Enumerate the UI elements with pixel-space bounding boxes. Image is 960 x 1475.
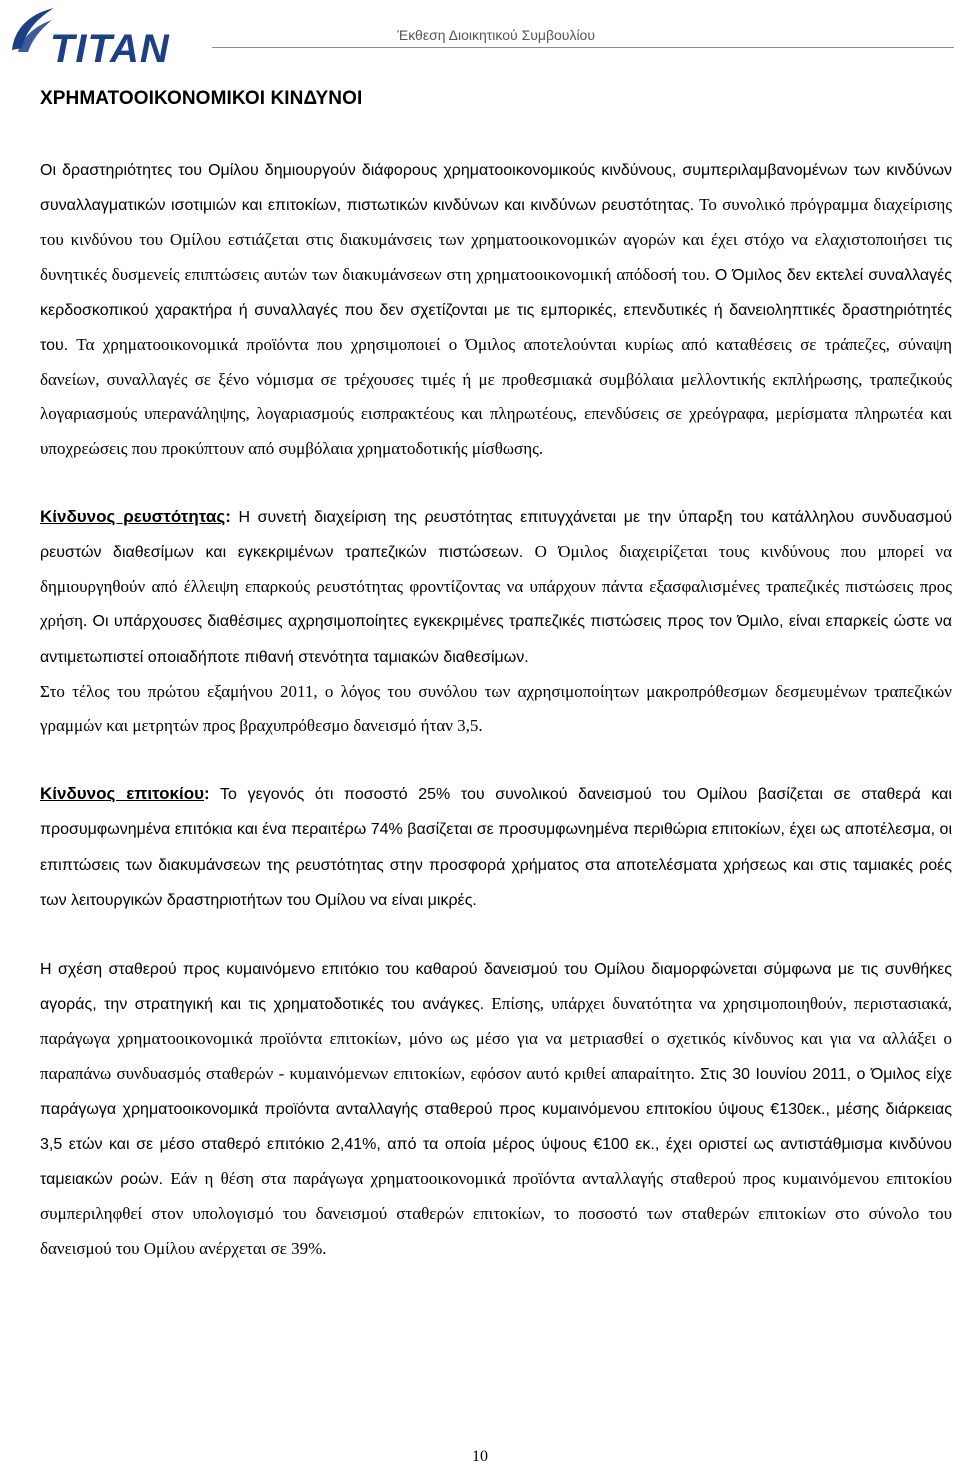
liquidity-text-3: Οι υπάρχουσες διαθέσιμες αχρησιμοποίητες εγκεκριμένες τραπεζικές πιστώσεις προς τον Όμιλο, είναι επαρκείς ώστε να αντιμετωπιστεί οποιαδήποτε πιθανή στενότητα ταμιακών διαθεσίμων. bbox=[40, 613, 952, 666]
intro-paragraph bbox=[40, 153, 952, 466]
intro-sentence-4: Τα χρηματοοικονομικά προϊόντα που χρησιμοποιεί ο Όμιλος αποτελούνται κυρίως από καταθέσεις σε τράπεζες, σύναψη δανείων, συναλλαγές σε ξένο νόμισμα σε τρέχουσες τιμές ή με προθεσμιακά συμβόλαια μελλοντικής εκπλήρωσης, τραπεζικούς λογαριασμούς υπερανάληψης, λογαριασμούς εισπρακτέους και πληρωτέους, επενδύσεις σε χρεόγραφα, μερίσματα πληρωτέα και υποχρεώσεις που προκύπτουν από συμβόλαια χρηματοδοτικής μίσθωσης. bbox=[40, 335, 952, 458]
logo-swoosh bbox=[12, 8, 54, 50]
fixed-floating-text-2: Επίσης, υπάρχει δυνατότητα να χρησιμοποιηθούν, περιστασιακά, παράγωγα χρηματοοικονομικά προϊόντα επιτοκίων, μόνο ως μέσο για να μετριασθεί ο σχετικός κίνδυνος και για να αλλάξει ο παραπάνω συνδυασμός σταθερών - κυμαινόμενων επιτοκίων, εφόσον αυτό κριθεί απαραίτητο. bbox=[40, 994, 952, 1083]
titan-logo bbox=[8, 4, 213, 66]
logo-wordmark: TITAN bbox=[50, 27, 170, 66]
fixed-floating-text-1: Η σχέση σταθερού προς κυμαινόμενο επιτόκιο του καθαρού δανεισμού του Ομίλου διαμορφώνεται σύμφωνα με τις συνθήκες αγοράς, την στρατηγική και τις χρηματοδοτικές του ανάγκες. bbox=[40, 961, 952, 1014]
liquidity-paragraph bbox=[40, 500, 952, 675]
fixed-floating-paragraph bbox=[40, 952, 952, 1266]
spacer bbox=[40, 466, 952, 500]
fixed-floating-text-3: Στις 30 Ιουνίου 2011, ο Όμιλος είχε παράγωγα χρηματοοικονομικά προϊόντα ανταλλαγής σταθερού προς κυμαινόμενου επιτοκίου ύψους €130εκ., μέσης διάρκειας 3,5 ετών και σε μέσο σταθερό επιτόκιο 2,41%, από τα οποία μέρος ύψους €100 εκ., έχει οριστεί ως αντιστάθμισμα κινδύνου ταμειακών ροών. bbox=[40, 1065, 953, 1189]
liquidity-ratio-paragraph: Στο τέλος του πρώτου εξαμήνου 2011, ο λόγος του συνόλου των αχρησιμοποίητων μακροπρόθεσμων δεσμευμένων τραπεζικών γραμμών και μετρητών προς βραχυπρόθεσμο δανεισμό ήταν 3,5. bbox=[40, 681, 952, 736]
liquidity-colon: : bbox=[225, 506, 231, 526]
liquidity-heading: Κίνδυνος ρευστότητας bbox=[40, 506, 226, 526]
intro-sentence-2: Το συνολικό πρόγραμμα διαχείρισης του κινδύνου του Ομίλου εστιάζεται στις διακυμάνσεις των χρηματοοικονομικών αγορών και έχει στόχο να ελαχιστοποιήσει τις δυνητικές δυσμενείς επιπτώσεις αυτών των διακυμάνσεων στη χρηματοοικονομική απόδοσή του. bbox=[40, 195, 953, 284]
fixed-floating-text-4: Εάν η θέση στα παράγωγα χρηματοοικονομικά προϊόντα ανταλλαγής σταθερού προς κυμαινόμενου επιτοκίου συμπεριληφθεί στον υπολογισμό του δανεισμού σταθερών επιτοκίων, το ποσοστό των σταθερών επιτοκίων στο σύνολο του δανεισμού του Ομίλου ανέρχεται σε 39%. bbox=[40, 1169, 952, 1258]
header-rule bbox=[212, 47, 954, 48]
spacer bbox=[40, 918, 952, 952]
page-header bbox=[0, 0, 960, 72]
intro-sentence-1: Οι δραστηριότητες του Ομίλου δημιουργούν διάφορους χρηματοοικονομικούς κινδύνους, συμπεριλαμβανομένων των κινδύνων συναλλαγματικών ισοτιμιών και επιτοκίων, πιστωτικών κινδύνων και κινδύνων ρευστότητας. bbox=[40, 162, 952, 215]
intro-sentence-3: Ο Όμιλος δεν εκτελεί συναλλαγές κερδοσκοπικού χαρακτήρα ή συναλλαγές που δεν σχετίζονται με τις εμπορικές, επενδυτικές ή δανειοληπτικές δραστηριότητές του. bbox=[40, 266, 952, 355]
interest-paragraph bbox=[40, 777, 952, 918]
page-number: 10 bbox=[472, 1448, 488, 1465]
interest-heading: Κίνδυνος επιτοκίου bbox=[40, 784, 205, 804]
liquidity-text-2: Ο Όμιλος διαχειρίζεται τους κινδύνους που μπορεί να δημιουργηθούν από έλλειψη επαρκούς ρευστότητας φροντίζοντας να υπάρχουν πάντα εξασφαλισμένες τραπεζικές πιστώσεις προς χρήση. bbox=[40, 542, 952, 631]
spacer bbox=[40, 743, 952, 777]
interest-colon: : bbox=[204, 784, 210, 804]
document-body bbox=[40, 88, 952, 1266]
section-title: ΧΡΗΜΑΤΟΟΙΚΟΝΟΜΙΚΟΙ ΚΙΝΔΥΝΟΙ bbox=[40, 88, 363, 109]
report-title: Έκθεση Διοικητικού Συμβουλίου bbox=[397, 27, 595, 43]
interest-text: Το γεγονός ότι ποσοστό 25% του συνολικού δανεισμού του Ομίλου βασίζεται σε σταθερά και προσυμφωνημένα επιτόκια και ένα περαιτέρω 74% βασίζεται σε προσυμφωνημένα περιθώρια επιτοκίων, έχει ως αποτέλεσμα, οι επιπτώσεις των διακυμάνσεων της ρευστότητας στην προσφορά χρήματος στα αποτελέσματα χρήσεως και στις ταμιακές ροές των λειτουργικών δραστηριοτήτων του Ομίλου να είναι μικρές. bbox=[40, 786, 952, 909]
liquidity-text-1: Η συνετή διαχείριση της ρευστότητας επιτυγχάνεται με την ύπαρξη του κατάλληλου συνδυασμού ρευστών διαθεσίμων και εγκεκριμένων τραπεζικών πιστώσεων. bbox=[40, 508, 953, 562]
